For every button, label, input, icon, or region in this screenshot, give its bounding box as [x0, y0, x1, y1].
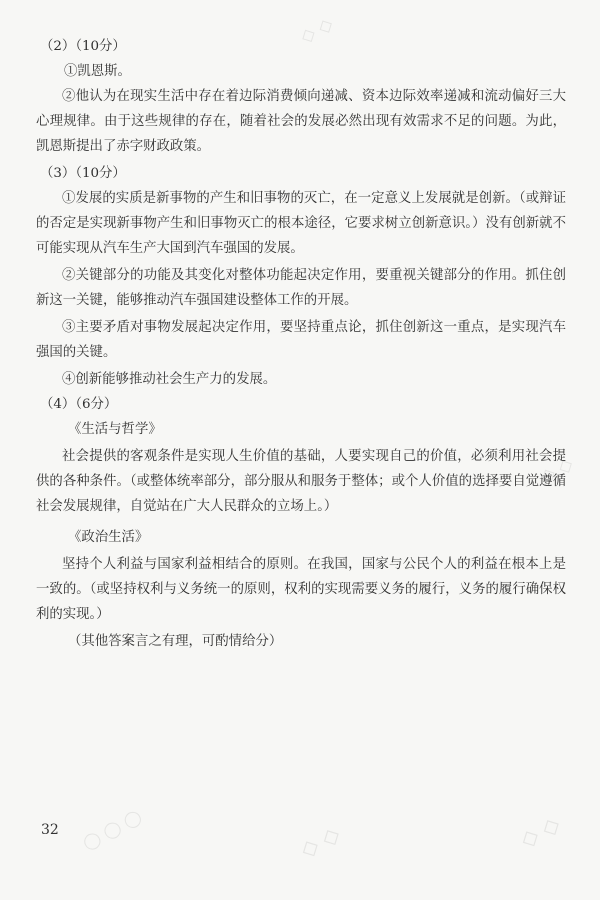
section-philosophy-title: 《生活与哲学》: [68, 422, 162, 437]
section-politics-title: 《政治生活》: [68, 530, 149, 545]
section-politics-text: 坚持个人利益与国家利益相结合的原则。在我国，国家与公民个人的利益在根本上是一致的。（或坚持权利与义务统一的原则，权利的实现需要义务的履行，义务的履行确保权利的实现。）: [36, 557, 566, 622]
closing-note: （其他答案言之有理，可酌情给分）: [68, 634, 283, 649]
q3-point-2: ②关键部分的功能及其变化对整体功能起决定作用，要重视关键部分的作用。抓住创新这一关键，能够推动汽车强国建设整体工作的开展。: [36, 268, 566, 308]
q3-point-1: ①发展的实质是新事物的产生和旧事物的灭亡，在一定意义上发展就是创新。（或辩证的否定是实现新事物产生和旧事物灭亡的根本途径，它要求树立创新意识。）没有创新就不可能实现从汽车生产大国到汽车强国的发展。: [36, 191, 566, 256]
q3-point-3: ③主要矛盾对事物发展起决定作用，要坚持重点论，抓住创新这一重点，是实现汽车强国的关键。: [36, 320, 566, 360]
page-number: 32: [41, 822, 59, 838]
watermark-logo: ◇ ◇: [296, 821, 345, 864]
q3-point-4: ④创新能够推动社会生产力的发展。: [62, 372, 277, 387]
watermark-logo: ◯ ◯ ◯: [79, 806, 145, 853]
q3-heading: （3）（10分）: [40, 166, 126, 181]
q2-point-1: ①凯恩斯。: [64, 64, 131, 79]
document-body: [36, 34, 566, 654]
q2-point-2: ②他认为在现实生活中存在着边际消费倾向递减、资本边际效率递减和流动偏好三大心理规律。由于这些规律的存在，随着社会的发展必然出现有效需求不足的问题。为此，凯恩斯提出了赤字财政政策。: [36, 89, 566, 154]
section-philosophy-text: 社会提供的客观条件是实现人生价值的基础，人要实现自己的价值，必须利用社会提供的各种条件。（或整体统率部分，部分服从和服务于整体；或个人价值的选择要自觉遵循社会发展规律，自觉站在广大人民群众的立场上。）: [36, 449, 566, 514]
watermark-logo: ◇ ◇: [516, 811, 565, 854]
q2-heading: （2）（10分）: [40, 39, 126, 54]
q4-heading: （4）（6分）: [40, 397, 118, 412]
watermark-logo: ◇ ◇: [297, 13, 337, 48]
watermark-logo: ◇ ◇: [537, 453, 577, 488]
